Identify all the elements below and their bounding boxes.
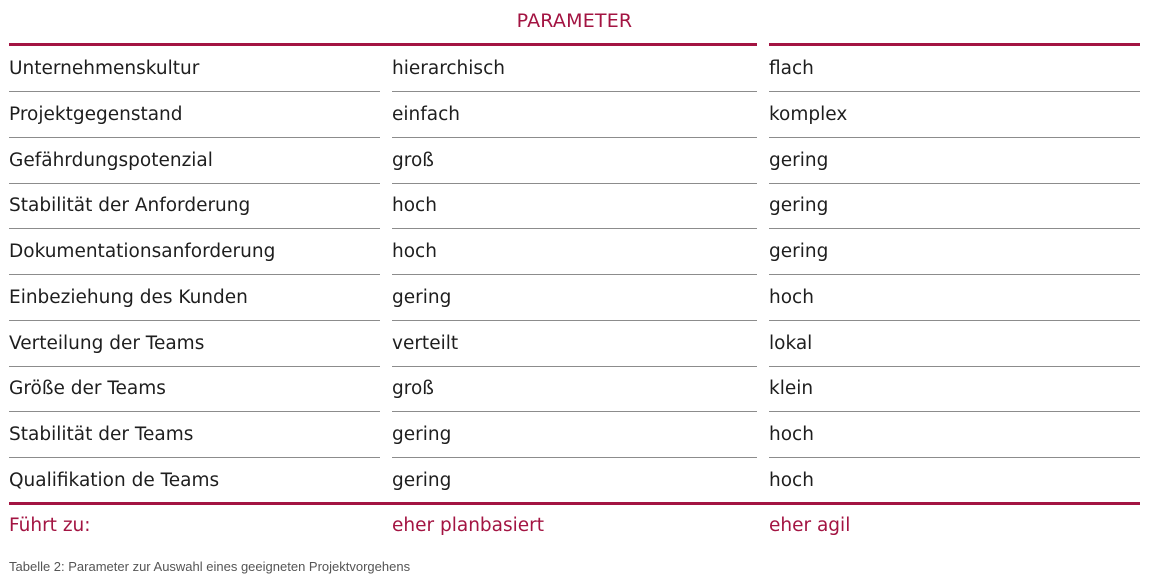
planbasiert-cell: hierarchisch — [392, 58, 505, 79]
table-row — [0, 46, 1149, 92]
table-caption: Tabelle 2: Parameter zur Auswahl eines geeigneten Projektvorgehens — [9, 559, 411, 574]
agil-cell: hoch — [769, 424, 814, 445]
planbasiert-cell: groß — [392, 150, 434, 171]
parameter-cell: Qualifikation de Teams — [9, 470, 220, 491]
agil-cell: gering — [769, 241, 829, 262]
agil-cell: flach — [769, 58, 814, 79]
planbasiert-cell: groß — [392, 378, 434, 399]
parameter-cell: Stabilität der Teams — [9, 424, 194, 445]
parameter-cell: Verteilung der Teams — [9, 333, 205, 354]
parameter-cell: Projektgegenstand — [9, 104, 183, 125]
parameter-cell: Gefährdungspotenzial — [9, 150, 213, 171]
table-row — [0, 366, 1149, 412]
table-row — [0, 458, 1149, 502]
planbasiert-cell: gering — [392, 424, 452, 445]
table-row — [0, 183, 1149, 229]
agil-cell: komplex — [769, 104, 848, 125]
table-row — [0, 412, 1149, 458]
table-header-title: PARAMETER — [516, 10, 633, 32]
planbasiert-cell: gering — [392, 287, 452, 308]
table-row — [0, 229, 1149, 275]
agil-cell: gering — [769, 150, 829, 171]
agil-cell: hoch — [769, 470, 814, 491]
table-row — [0, 275, 1149, 321]
agil-cell: gering — [769, 195, 829, 216]
parameter-cell: Unternehmenskultur — [9, 58, 200, 79]
parameter-cell: Stabilität der Anforderung — [9, 195, 251, 216]
agil-cell: hoch — [769, 287, 814, 308]
result-planbasiert: eher planbasiert — [392, 515, 545, 536]
planbasiert-cell: verteilt — [392, 333, 459, 354]
planbasiert-cell: hoch — [392, 195, 437, 216]
planbasiert-cell: hoch — [392, 241, 437, 262]
result-label: Führt zu: — [9, 515, 91, 536]
table-row — [0, 321, 1149, 367]
parameter-cell: Einbeziehung des Kunden — [9, 287, 248, 308]
planbasiert-cell: gering — [392, 470, 452, 491]
table-row — [0, 92, 1149, 138]
parameter-cell: Dokumentationsanforderung — [9, 241, 276, 262]
result-agil: eher agil — [769, 515, 851, 536]
result-row — [0, 505, 1149, 549]
parameter-cell: Größe der Teams — [9, 378, 166, 399]
agil-cell: lokal — [769, 333, 813, 354]
agil-cell: klein — [769, 378, 814, 399]
table-row — [0, 138, 1149, 184]
planbasiert-cell: einfach — [392, 104, 460, 125]
